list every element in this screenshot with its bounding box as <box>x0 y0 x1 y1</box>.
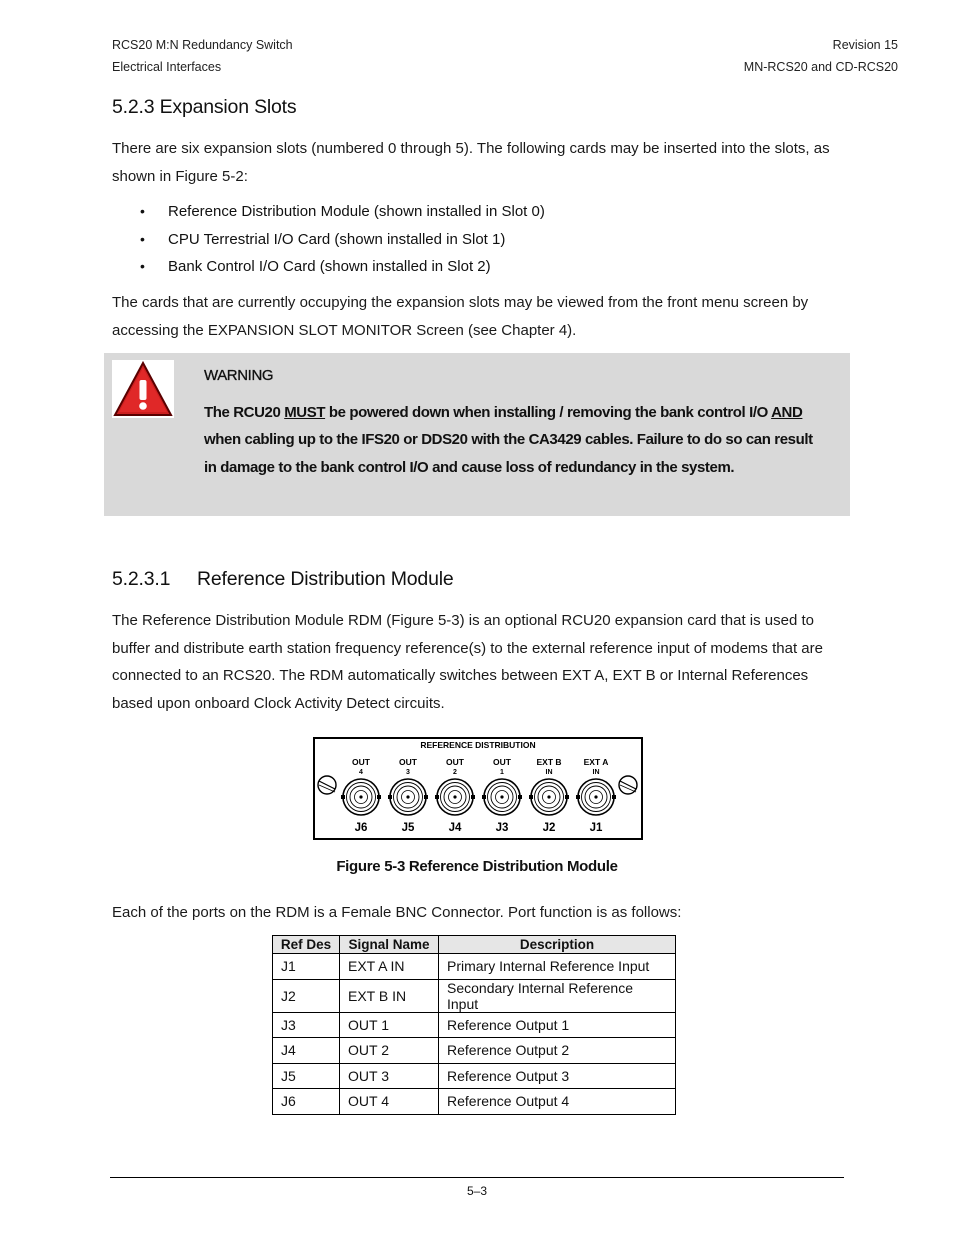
connector-sublabel: 4 <box>359 769 363 776</box>
footer-rule <box>110 1177 844 1178</box>
cell-signal-name: EXT B IN <box>340 979 439 1012</box>
table-row <box>273 1063 676 1089</box>
bnc-center-pin <box>500 795 503 798</box>
section-intro: There are six expansion slots (numbered 0 through 5). The following cards may be inserted into the slots, as shown in Figure 5-2: <box>112 140 830 185</box>
bnc-center-pin <box>453 795 456 798</box>
subsection-body: The Reference Distribution Module RDM (Figure 5-3) is an optional RCU20 expansion card that is used to buffer and distribute earth station frequency reference(s) to the external reference input of modems that are connected to an RCS20. The RDM automatically switches between EXT A, EXT B or Internal References based upon onboard Clock Activity Detect circuits. <box>112 612 823 712</box>
list-item: • Reference Distribution Module (shown installed in Slot 0) <box>112 198 545 226</box>
bnc-bayonet-pin <box>518 795 522 799</box>
jack-label: J3 <box>495 822 509 834</box>
bnc-bayonet-pin <box>565 795 569 799</box>
warning-title: WARNING <box>204 367 274 384</box>
bnc-bayonet-pin <box>576 795 580 799</box>
cell-signal-name: OUT 1 <box>340 1012 439 1038</box>
table-header-row <box>273 936 676 954</box>
jack-label: J5 <box>401 822 415 834</box>
cell-description: Reference Output 1 <box>439 1012 676 1038</box>
warning-emphasis-and: AND <box>771 404 803 421</box>
cell-description: Reference Output 3 <box>439 1063 676 1089</box>
jack-label: J1 <box>589 822 603 834</box>
section-outro: The cards that are currently occupying the expansion slots may be viewed from the front menu screen by accessing the EXPANSION SLOT MONITOR Screen (see Chapter 4). <box>112 294 809 339</box>
cell-ref-des: J1 <box>273 954 340 980</box>
list-item: • Bank Control I/O Card (shown installed in Slot 2) <box>112 253 545 281</box>
table-row <box>273 979 676 1012</box>
cell-ref-des: J6 <box>273 1089 340 1115</box>
connector-label: OUT <box>446 757 464 767</box>
ports-table <box>272 935 676 1115</box>
page-number: 5–3 <box>466 1184 488 1198</box>
connector-label: EXT B <box>536 757 562 767</box>
cell-description: Secondary Internal Reference Input <box>439 979 676 1012</box>
warning-text-2: be powered down when installing / removing the bank control I/O <box>325 404 772 421</box>
section-title: 5.2.3 Expansion Slots <box>112 96 297 118</box>
jack-label: J4 <box>448 822 462 834</box>
subsection-title <box>112 568 454 591</box>
warning-triangle-icon <box>112 360 174 418</box>
list-item: • CPU Terrestrial I/O Card (shown installed in Slot 1) <box>112 226 545 254</box>
jack-label: J6 <box>354 822 368 834</box>
cell-description: Reference Output 2 <box>439 1038 676 1064</box>
connector-sublabel: 2 <box>453 769 457 776</box>
warning-text-1: The RCU20 <box>204 404 285 421</box>
subsection-title-text: Reference Distribution Module <box>197 568 454 590</box>
header-chapter: Electrical Interfaces <box>112 60 222 74</box>
header-revision: Revision 15 <box>832 38 898 52</box>
rdm-panel-figure <box>313 737 643 840</box>
bnc-bayonet-pin <box>471 795 475 799</box>
connector-label: OUT <box>399 757 417 767</box>
connector-label: OUT <box>493 757 511 767</box>
bnc-center-pin <box>359 795 362 798</box>
figure-caption: Figure 5-3 Reference Distribution Module <box>336 858 618 875</box>
column-header-description: Description <box>439 936 676 954</box>
bnc-bayonet-pin <box>377 795 381 799</box>
column-header-ref-des: Ref Des <box>273 936 340 954</box>
jack-label: J2 <box>542 822 556 834</box>
connector-label: EXT A <box>583 757 609 767</box>
bnc-bayonet-pin <box>529 795 533 799</box>
cell-signal-name: OUT 4 <box>340 1089 439 1115</box>
panel-title: REFERENCE DISTRIBUTION <box>420 740 536 750</box>
cell-ref-des: J3 <box>273 1012 340 1038</box>
table-row <box>273 1089 676 1115</box>
connector-sublabel: IN <box>592 769 600 776</box>
connector-sublabel: 3 <box>406 769 410 776</box>
header-doc-number: MN-RCS20 and CD-RCS20 <box>743 60 898 74</box>
bnc-bayonet-pin <box>612 795 616 799</box>
bnc-bayonet-pin <box>388 795 392 799</box>
card-list <box>112 198 545 281</box>
warning-box <box>104 353 850 516</box>
cell-signal-name: EXT A IN <box>340 954 439 980</box>
warning-body <box>204 399 814 481</box>
cell-signal-name: OUT 2 <box>340 1038 439 1064</box>
ports-intro: Each of the ports on the RDM is a Female BNC Connector. Port function is as follows: <box>112 904 682 921</box>
table-row <box>273 954 676 980</box>
left-screw-icon <box>318 776 336 794</box>
bnc-bayonet-pin <box>341 795 345 799</box>
cell-description: Primary Internal Reference Input <box>439 954 676 980</box>
cell-description: Reference Output 4 <box>439 1089 676 1115</box>
bnc-bayonet-pin <box>482 795 486 799</box>
bnc-center-pin <box>547 795 550 798</box>
warning-text-3: when cabling up to the IFS20 or DDS20 with the CA3429 cables. Failure to do so can result in damage to the bank control I/O and cause loss of redundancy in the system. <box>204 431 813 476</box>
bnc-bayonet-pin <box>435 795 439 799</box>
right-screw-icon <box>619 776 637 794</box>
cell-ref-des: J4 <box>273 1038 340 1064</box>
connector-label: OUT <box>352 757 370 767</box>
table-row <box>273 1012 676 1038</box>
bnc-bayonet-pin <box>424 795 428 799</box>
bnc-center-pin <box>406 795 409 798</box>
table-row <box>273 1038 676 1064</box>
bnc-center-pin <box>594 795 597 798</box>
cell-signal-name: OUT 3 <box>340 1063 439 1089</box>
warning-icon-frame <box>112 360 174 418</box>
column-header-signal-name: Signal Name <box>340 936 439 954</box>
header-product: RCS20 M:N Redundancy Switch <box>112 38 293 52</box>
connector-sublabel: 1 <box>500 769 504 776</box>
cell-ref-des: J2 <box>273 979 340 1012</box>
subsection-number: 5.2.3.1 <box>112 568 171 590</box>
cell-ref-des: J5 <box>273 1063 340 1089</box>
connector-sublabel: IN <box>545 769 553 776</box>
warning-emphasis-must: MUST <box>284 404 326 421</box>
